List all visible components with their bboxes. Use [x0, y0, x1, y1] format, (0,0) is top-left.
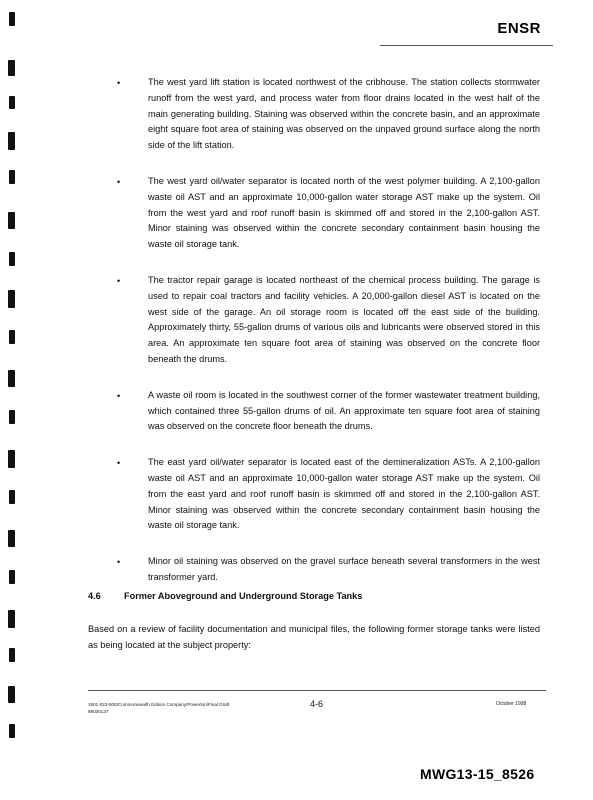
bullet-marker: •	[117, 176, 121, 187]
list-item	[117, 388, 540, 435]
bullet-marker: •	[117, 78, 121, 88]
footer-date: October 1998	[496, 701, 527, 707]
page-number: 4-6	[310, 699, 324, 709]
header-rule	[380, 45, 553, 46]
bullet-marker: •	[117, 275, 121, 286]
list-item	[117, 75, 540, 154]
bullet-text: A waste oil room is located in the southwest corner of the former wastewater treatment building, which contained three 55-gallon drums of oil. An approximate ten square foot area of staining was observed on the concrete floor beneath the drums.	[148, 389, 540, 432]
company-logo: ENSR	[497, 20, 541, 37]
list-item	[117, 554, 540, 586]
bullet-text: The east yard oil/water separator is located east of the demineralization ASTs. A 2,100-gallon waste oil AST and an approximate 10,000-gallon water storage AST make up the system. Oil from the east yard and roof runoff basin is skimmed off and stored in the 2,100-gallon AST. Minor staining was observed within the concrete secondary containment basin housing the waste oil storage tank.	[148, 457, 540, 531]
bullet-text: The west yard oil/water separator is located north of the west polymer building. A 2,100-gallon waste oil AST and an approximate 10,000-gallon water storage AST make up the system. Oil from the west yard and roof runoff basin is skimmed off and stored in the 2,100-gallon AST. Minor staining was observed within the concrete secondary containment basin housing the waste oil storage tank.	[148, 175, 540, 250]
section-heading	[88, 591, 548, 601]
footer-rule	[88, 690, 546, 691]
section-number: 4.6	[88, 591, 101, 601]
section-title: Former Aboveground and Underground Storage Tanks	[124, 591, 363, 601]
bullet-text: Minor oil staining was observed on the gravel surface beneath several transformers in the west transformer yard.	[148, 556, 540, 582]
footer-file-number: 98030137	[88, 709, 109, 714]
bullet-list	[117, 75, 540, 606]
section-intro-paragraph: Based on a review of facility documentation and municipal files, the following former storage tanks were listed as being located at the subject property:	[88, 624, 540, 650]
list-item	[117, 174, 540, 253]
footer-document-info	[88, 701, 229, 715]
bullet-text: The west yard lift station is located northwest of the cribhouse. The station collects stormwater runoff from the west yard, and process water from floor drains located in the west half of the main generating building. Staining was observed within the concrete basin, and an approximate eight square foot area of staining was observed on the unpaved ground surface along the north side of the lift station.	[148, 77, 540, 151]
bullet-marker: •	[117, 557, 121, 568]
footer-project-line: 1801-023-500/Commonwealth Edison Company/Powerton/Final Draft	[88, 702, 230, 707]
bullet-marker: •	[117, 458, 121, 469]
binding-hole-marks	[0, 0, 22, 800]
list-item	[117, 273, 540, 368]
list-item	[117, 455, 540, 534]
bullet-marker: •	[117, 390, 121, 401]
bullet-text: The tractor repair garage is located northeast of the chemical process building. The garage is used to repair coal tractors and facility vehicles. A 20,000-gallon diesel AST is located on the west side of the garage. An oil storage room is located off the east side of the building. Approximately thirty, 55-gallon drums of various oils and lubricants were observed stored in this area. An approximate ten square foot area of staining was observed on the concrete floor beneath the drums.	[148, 274, 540, 364]
bates-number: MWG13-15_8526	[420, 766, 535, 782]
